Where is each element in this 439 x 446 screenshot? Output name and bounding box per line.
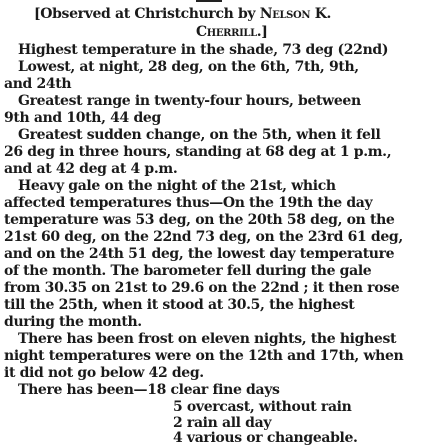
text-line-2: Lowest, at night, 28 deg, on the 6th, 7th, 9th, (18, 59, 359, 75)
text-line-5: 9th and 10th, 44 deg (4, 110, 161, 126)
text-line-16: till the 25th, when it stood at 30.5, the highest (4, 297, 355, 313)
text-line-14: of the month. The barometer fell during the gale (4, 263, 372, 279)
text-line-23: 2 rain all day (173, 415, 272, 431)
observer-name: Nelson K. (259, 6, 332, 22)
top-rule (196, 0, 222, 2)
text-line-20: it did not go below 42 deg. (4, 365, 204, 381)
text-line-3: and 24th (4, 76, 72, 92)
text-line-10: affected temperatures thus—On the 19th the day (4, 195, 373, 211)
text-line-8: and at 42 deg at 4 p.m. (4, 161, 178, 177)
header-line-2: Cherrill.] (196, 24, 268, 40)
text-line-7: 26 deg in three hours, standing at 68 deg at 1 p.m., (4, 144, 392, 160)
text-line-1: Highest temperature in the shade, 73 deg (22nd) (18, 42, 389, 58)
header-prefix: [Observed at Christchurch by (34, 6, 260, 22)
text-line-17: during the month. (4, 314, 142, 330)
text-line-15: from 30.35 on 21st to 29.6 on the 22nd ; it then rose (4, 280, 400, 296)
text-line-4: Greatest range in twenty-four hours, between (18, 93, 361, 109)
text-line-22: 5 overcast, without rain (173, 399, 352, 415)
header-line-1 (34, 6, 331, 22)
text-line-6: Greatest sudden change, on the 5th, when it fell (18, 127, 381, 143)
text-line-13: and on the 24th 51 deg, the lowest day temperature (4, 246, 395, 262)
text-line-11: temperature was 53 deg, on the 20th 58 deg, on the (4, 212, 395, 228)
text-line-19: night temperatures were on the 12th and 17th, when (4, 348, 404, 364)
text-line-18: There has been frost on eleven nights, the highest (18, 331, 397, 347)
text-line-21: There has been—18 clear fine days (18, 382, 280, 398)
text-line-24: 4 various or changeable. (173, 430, 358, 446)
text-line-12: 21st 60 deg, on the 22nd 73 deg, on the 23rd 61 deg, (4, 229, 403, 245)
text-line-9: Heavy gale on the night of the 21st, which (18, 178, 336, 194)
